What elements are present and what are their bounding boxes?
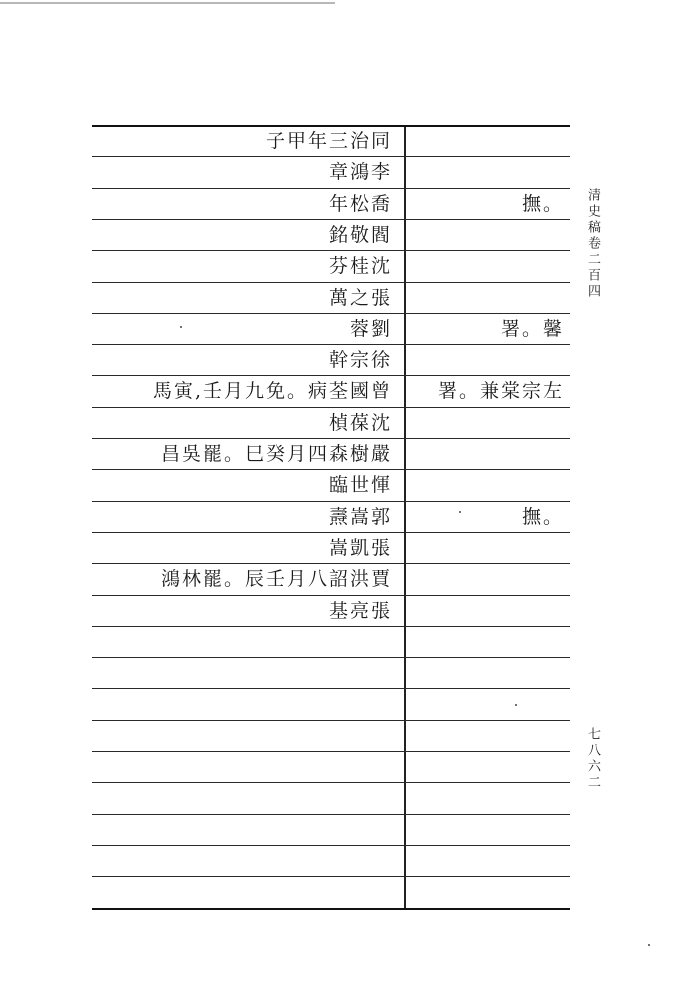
official-name-cell: 子甲年三治同: [265, 130, 392, 152]
row-rule: [92, 657, 570, 658]
scan-speck: [180, 326, 182, 328]
scan-speck: [515, 704, 517, 706]
official-name-cell: 基亮張: [328, 600, 392, 622]
official-name-cell: 昌吳罷。巳癸月四森樹嚴: [160, 443, 392, 465]
official-name-cell: 楨葆沈: [328, 412, 392, 434]
scan-speck: [459, 511, 461, 513]
note-cell: 撫。: [521, 193, 564, 215]
row-rule: [92, 845, 570, 846]
row-rule: [92, 876, 570, 877]
row-rule: [92, 908, 570, 910]
official-name-cell: 年松喬: [328, 193, 392, 215]
note-cell: 署。馨: [500, 318, 564, 340]
page-number: 七八六二: [585, 727, 600, 791]
official-name-cell: 鴻林罷。辰壬月八詔洪賈: [160, 568, 392, 590]
official-name-cell: 幹宗徐: [328, 349, 392, 371]
row-rule: [92, 720, 570, 721]
official-name-cell: 銘敬閻: [328, 224, 392, 246]
note-cell: 撫。: [521, 506, 564, 528]
official-name-cell: 燾嵩郭: [328, 506, 392, 528]
official-name-cell: 芬桂沈: [328, 255, 392, 277]
column-divider: [404, 125, 406, 909]
official-name-cell: 馬寅,壬月九免。病荃國曾: [152, 380, 392, 402]
row-rule: [92, 688, 570, 689]
official-name-cell: 章鴻李: [328, 161, 392, 183]
official-roster-table: [92, 125, 570, 909]
row-rule: [92, 782, 570, 783]
scan-speck: [648, 944, 650, 946]
row-rule: [92, 751, 570, 752]
row-rule: [92, 814, 570, 815]
scan-top-rule: [0, 2, 335, 4]
official-name-cell: 蓉劉: [349, 318, 392, 340]
official-name-cell: 嵩凱張: [328, 537, 392, 559]
note-cell: 署。兼棠宗左: [437, 380, 564, 402]
official-name-cell: 臨世惲: [328, 474, 392, 496]
running-head: 清史稿卷二百四: [585, 188, 600, 300]
official-name-cell: 萬之張: [328, 287, 392, 309]
